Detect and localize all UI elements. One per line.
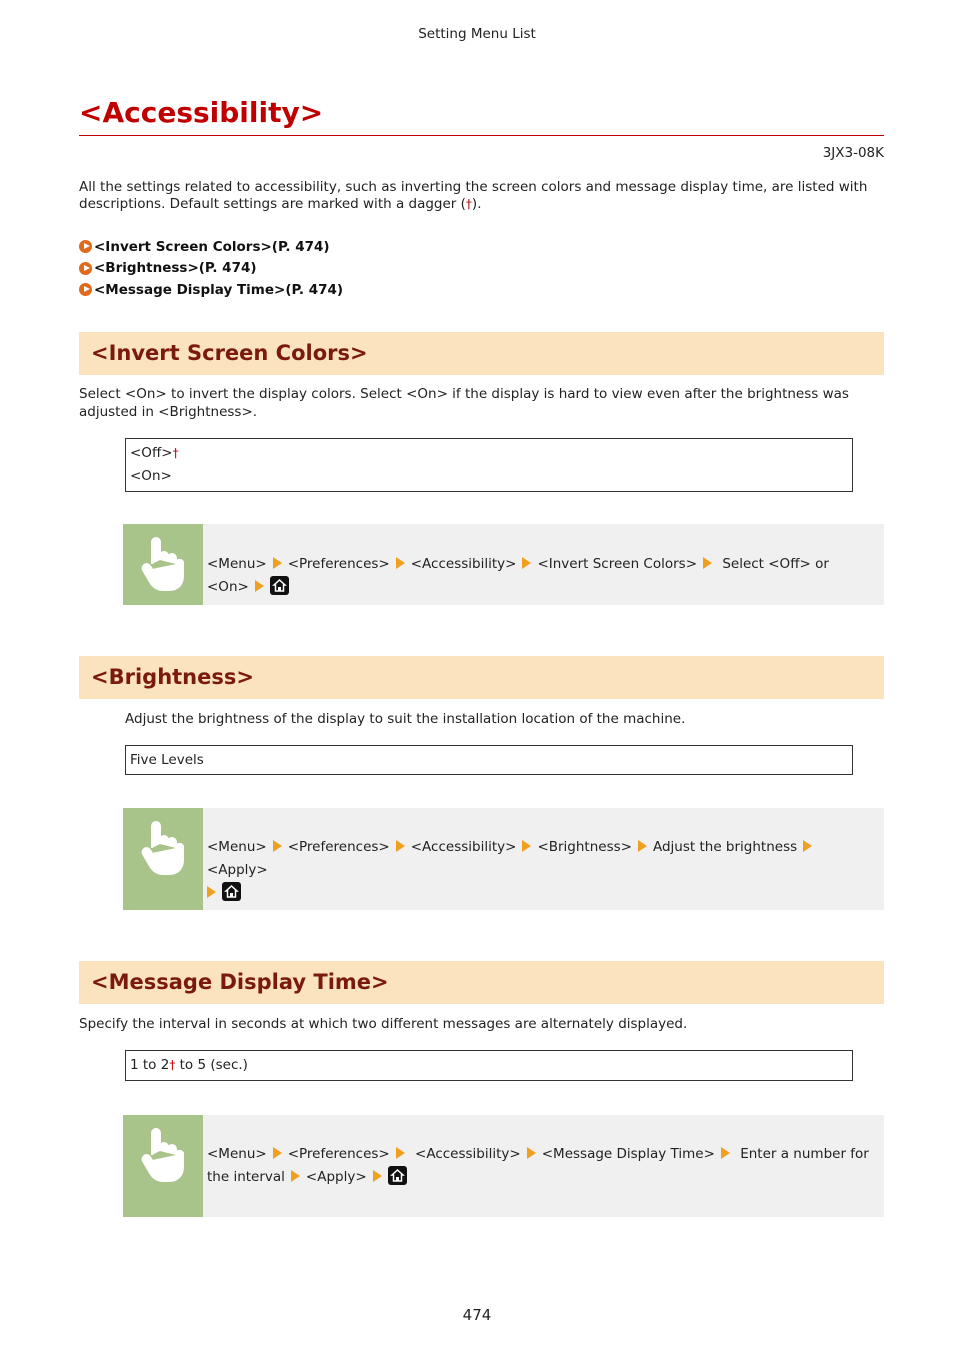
triangle-right-icon: [273, 1147, 282, 1159]
step-apply: <Apply>: [305, 1169, 367, 1185]
circle-play-icon: [79, 262, 92, 275]
step-accessibility: <Accessibility>: [410, 556, 517, 572]
step-brightness: <Brightness>: [537, 839, 632, 855]
triangle-right-icon: [291, 1170, 300, 1182]
touch-hand-icon: [123, 808, 203, 910]
default-dagger: †: [169, 1058, 176, 1072]
section-description: Specify the interval in seconds at which two different messages are alternately displayed.: [79, 1016, 688, 1032]
circle-play-icon: [79, 240, 92, 253]
triangle-right-icon: [396, 557, 405, 569]
range-start: 1 to 2: [130, 1057, 170, 1073]
triangle-right-icon: [273, 840, 282, 852]
document-code: 3JX3-08K: [822, 145, 884, 161]
step-menu: <Menu>: [207, 1146, 267, 1162]
triangle-right-icon: [396, 840, 405, 852]
circle-play-icon: [79, 283, 92, 296]
intro-text-end: ).: [471, 196, 482, 212]
home-icon: [388, 1166, 407, 1185]
triangle-right-icon: [273, 557, 282, 569]
step-accessibility: <Accessibility>: [410, 839, 517, 855]
home-icon: [222, 882, 241, 901]
step-adjust-brightness: Adjust the brightness: [652, 839, 798, 855]
operation-steps: [207, 1143, 874, 1189]
link-brightness[interactable]: [79, 258, 343, 280]
option-five-levels: Five Levels: [130, 752, 204, 768]
option-off: [130, 442, 848, 465]
option-off-label: <Off>: [130, 445, 173, 461]
step-preferences: <Preferences>: [287, 556, 390, 572]
link-message-display-time[interactable]: [79, 279, 343, 301]
section-heading-brightness: <Brightness>: [79, 656, 884, 699]
operation-panel: [123, 808, 884, 910]
intro-text: All the settings related to accessibility, such as inverting the screen colors and message display time, are listed with descriptions. Default settings are marked with a dagger (: [79, 179, 868, 212]
setting-options-box: [125, 1050, 853, 1081]
intro-paragraph: [79, 179, 879, 213]
option-on: <On>: [130, 468, 172, 484]
running-header: Setting Menu List: [418, 26, 536, 42]
dagger-mark: †: [465, 197, 472, 211]
step-preferences: <Preferences>: [287, 1146, 390, 1162]
home-icon: [270, 576, 289, 595]
touch-hand-icon: [123, 524, 203, 605]
setting-options-box: [125, 745, 853, 775]
operation-steps: [207, 836, 874, 905]
triangle-right-icon: [255, 580, 264, 592]
section-heading-message-display-time: <Message Display Time>: [79, 961, 884, 1004]
step-accessibility: <Accessibility>: [415, 1146, 521, 1162]
triangle-right-icon: [721, 1147, 730, 1159]
step-select: Select <Off> or <On>: [207, 556, 829, 595]
triangle-right-icon: [703, 557, 712, 569]
range-end: to 5 (sec.): [175, 1057, 248, 1073]
triangle-right-icon: [522, 557, 531, 569]
triangle-right-icon: [396, 1147, 405, 1159]
setting-options-box: [125, 438, 853, 492]
operation-steps: [207, 553, 874, 599]
section-description: Select <On> to invert the display colors. Select <On> if the display is hard to view even after the brightness was adjusted in <Brightness>.: [79, 386, 849, 420]
page-title: <Accessibility>: [79, 94, 884, 136]
step-menu: <Menu>: [207, 556, 267, 572]
step-apply: <Apply>: [207, 862, 268, 878]
step-enter-number: Enter a number for the interval: [207, 1146, 869, 1185]
section-link-list: [79, 236, 343, 301]
link-label: <Invert Screen Colors>(P. 474): [94, 238, 330, 255]
triangle-right-icon: [207, 886, 216, 898]
step-preferences: <Preferences>: [287, 839, 390, 855]
page-number: 474: [462, 1306, 492, 1324]
triangle-right-icon: [373, 1170, 382, 1182]
triangle-right-icon: [638, 840, 647, 852]
link-label: <Brightness>(P. 474): [94, 260, 257, 277]
link-label: <Message Display Time>(P. 474): [94, 281, 344, 298]
section-description: Adjust the brightness of the display to suit the installation location of the machine.: [125, 711, 686, 727]
triangle-right-icon: [803, 840, 812, 852]
touch-hand-icon: [123, 1115, 203, 1217]
option-range: [130, 1054, 848, 1077]
operation-panel: [123, 1115, 884, 1217]
section-heading-invert-screen-colors: <Invert Screen Colors>: [79, 332, 884, 375]
triangle-right-icon: [527, 1147, 536, 1159]
link-invert-screen-colors[interactable]: [79, 236, 343, 258]
step-menu: <Menu>: [207, 839, 267, 855]
triangle-right-icon: [522, 840, 531, 852]
operation-panel: [123, 524, 884, 605]
default-dagger: †: [172, 446, 179, 460]
step-invert-screen-colors: <Invert Screen Colors>: [537, 556, 698, 572]
step-message-display-time: <Message Display Time>: [541, 1146, 715, 1162]
